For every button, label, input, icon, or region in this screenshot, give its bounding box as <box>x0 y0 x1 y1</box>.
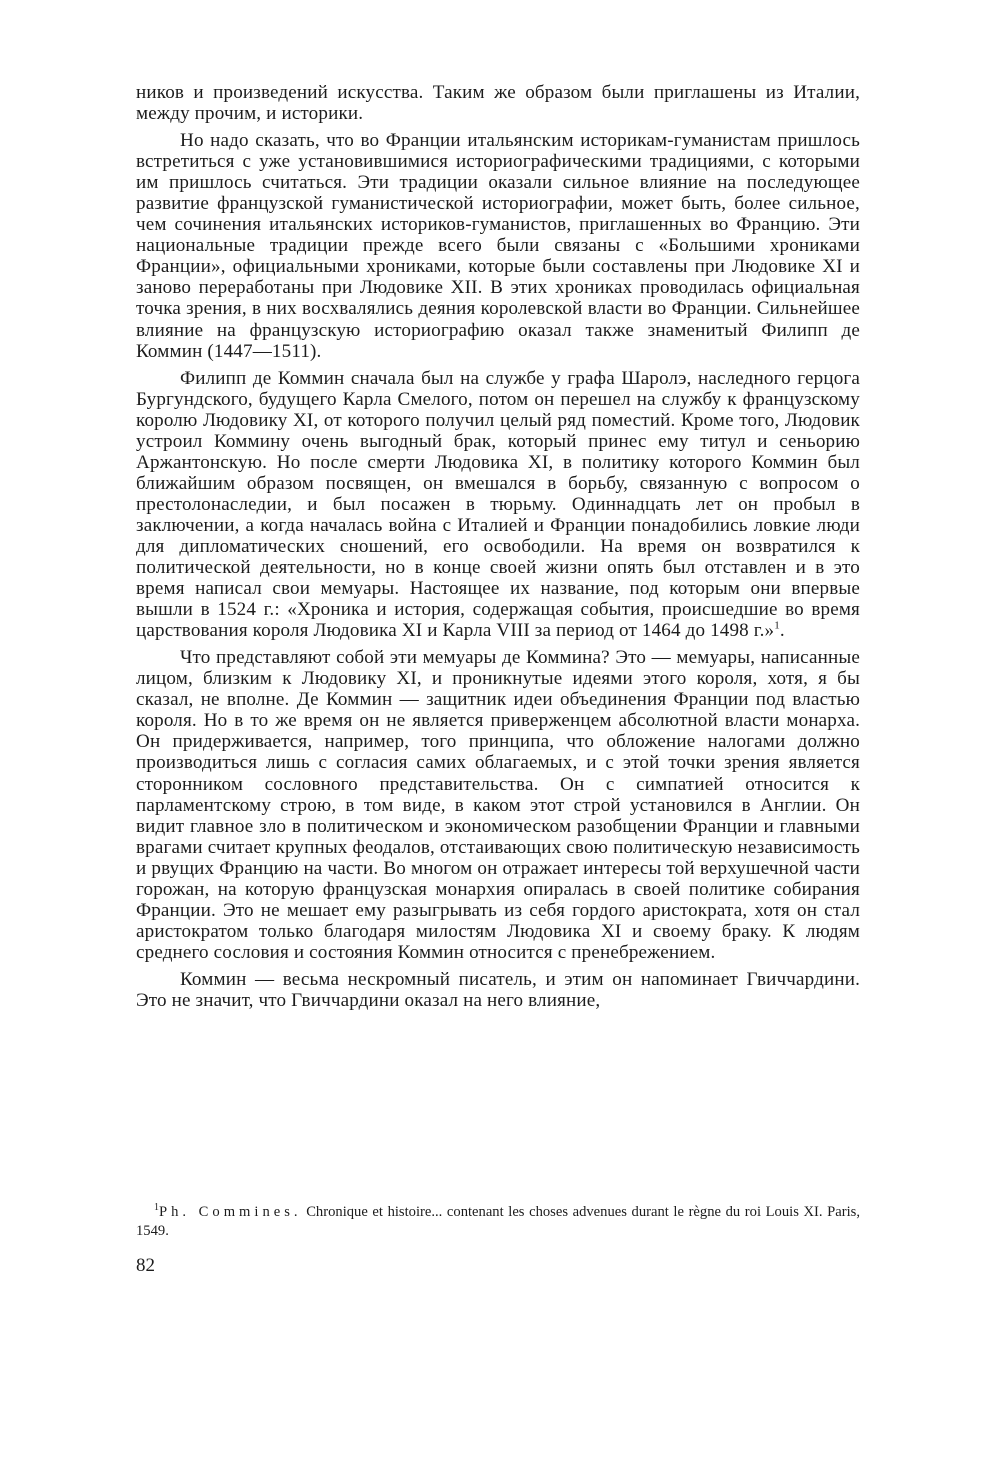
main-text <box>136 82 860 1011</box>
footnote <box>136 1203 860 1241</box>
footnote-number: 1 <box>154 1202 159 1214</box>
paragraph-guicciardini: Коммин — весьма нескромный писатель, и этим он напоминает Гвиччардини. Это не значит, что Гвиччардини оказал на него влияние, <box>136 968 860 1011</box>
footnote-text: Chronique et histoire... contenant les choses advenues durant le règne du roi Louis XI. Paris, 1549. <box>136 1204 860 1239</box>
footnote-author: Ph. Commines. <box>159 1204 302 1220</box>
footnote-reference: 1 <box>774 619 780 632</box>
paragraph-continuation: ников и произведений искусства. Таким же образом были приглашены из Италии, между прочим, и историки. <box>136 82 860 125</box>
paragraph-commines-biography: Филипп де Коммин сначала был на службе у графа Шаролэ, наследного герцога Бургундского, будущего Карла Смелого, потом он перешел на службу к французскому королю Людовику XI, от которого получил целый ряд поместий. Кроме того, Людовик устроил Коммину очень выгодный брак, который принес ему титул и сеньорию Аржантонскую. Но после смерти Людовика XI, в политику которого Коммин был ближайшим образом посвящен, он вмешался в борьбу, связанную с вопросом о престолонаследии, и был посажен в тюрьму. Одиннадцать лет он пробыл в заключении, а когда началась война с Италией и Франции понадобились ловкие люди для дипломатических сношений, его освободили. На время он возвратился к политической деятельности, но в конце своей жизни опять был отставлен и в это время написал свои мемуары. Настоящее их название, под которым они впервые вышли в 1524 г.: «Хроника и история, содержащая события, происшедшие во время царствования короля Людовика XI и Карла VIII за период от 1464 до 1498 г.»$^1$. <box>136 367 860 642</box>
paragraph-commines-biography-text: Филипп де Коммин сначала был на службе у графа Шаролэ, наследного герцога Бургундского, будущего Карла Смелого, потом он перешел на службу к французскому королю Людовику XI, от которого получил целый ряд поместий. Кроме того, Людовик устроил Коммину очень выгодный брак, который принес ему титул и сеньорию Аржантонскую. Но после смерти Людовика XI, в политику которого Коммин был ближайшим образом посвящен, он вмешался в борьбу, связанную с вопросом о престолонаследии, и был посажен в тюрьму. Одиннадцать лет он пробыл в заключении, а когда началась война с Италией и Франции понадобились ловкие люди для дипломатических сношений, его освободили. На время он возвратился к политической деятельности, но в конце своей жизни опять был отставлен и в это время написал свои мемуары. Настоящее их название, под которым они впервые вышли в 1524 г.: «Хроника и история, содержащая события, происшедшие во время царствования короля Людовика XI и Карла VIII за период от 1464 до 1498 г.» <box>136 367 860 642</box>
paragraph-french-traditions: Но надо сказать, что во Франции итальянским историкам-гуманистам пришлось встретиться с уже установившимися историографическими традициями, с которыми им пришлось считаться. Эти традиции оказали сильное влияние на последующее развитие французской гуманистической историографии, может быть, более сильное, чем сочинения итальянских историков-гуманистов, приглашенных во Францию. Эти национальные традиции прежде всего были связаны с «Большими хрониками Франции», официальными хрониками, которые были составлены при Людовике XI и заново переработаны при Людовике XII. В этих хрониках проводилась официальная точка зрения, в них восхвалялись деяния королевской власти во Франции. Сильнейшее влияние на французскую историографию оказал также знаменитый Филипп де Коммин (1447—1511). <box>136 130 860 362</box>
paragraph-memoirs-analysis: Что представляют собой эти мемуары де Коммина? Это — мемуары, написанные лицом, близким к Людовику XI, и проникнутые идеями этого короля, хотя, я бы сказал, не вполне. Де Коммин — защитник идеи объединения Франции под властью короля. Но в то же время он не является приверженцем абсолютной власти монарха. Он придерживается, например, того принципа, что обложение налогами должно производиться лишь с согласия самих облагаемых, и с этой точки зрения является сторонником сословного представительства. Он с симпатией относится к парламентскому строю, в том виде, в каком этот строй установился в Англии. Он видит главное зло в политическом и экономическом разобщении Франции и главными врагами считает крупных феодалов, отстаивающих свою политическую независимость и рвущих Францию на части. Во многом он отражает интересы той верхушечной части горожан, на которую французская монархия опиралась в своей политике собирания Франции. Это не мешает ему разыгрывать из себя гордого аристократа, хотя он стал аристократом только благодаря милостям Людовика XI и своему браку. К людям среднего сословия и состояния Коммин относится с пренебрежением. <box>136 647 860 963</box>
page-number: 82 <box>136 1255 155 1276</box>
